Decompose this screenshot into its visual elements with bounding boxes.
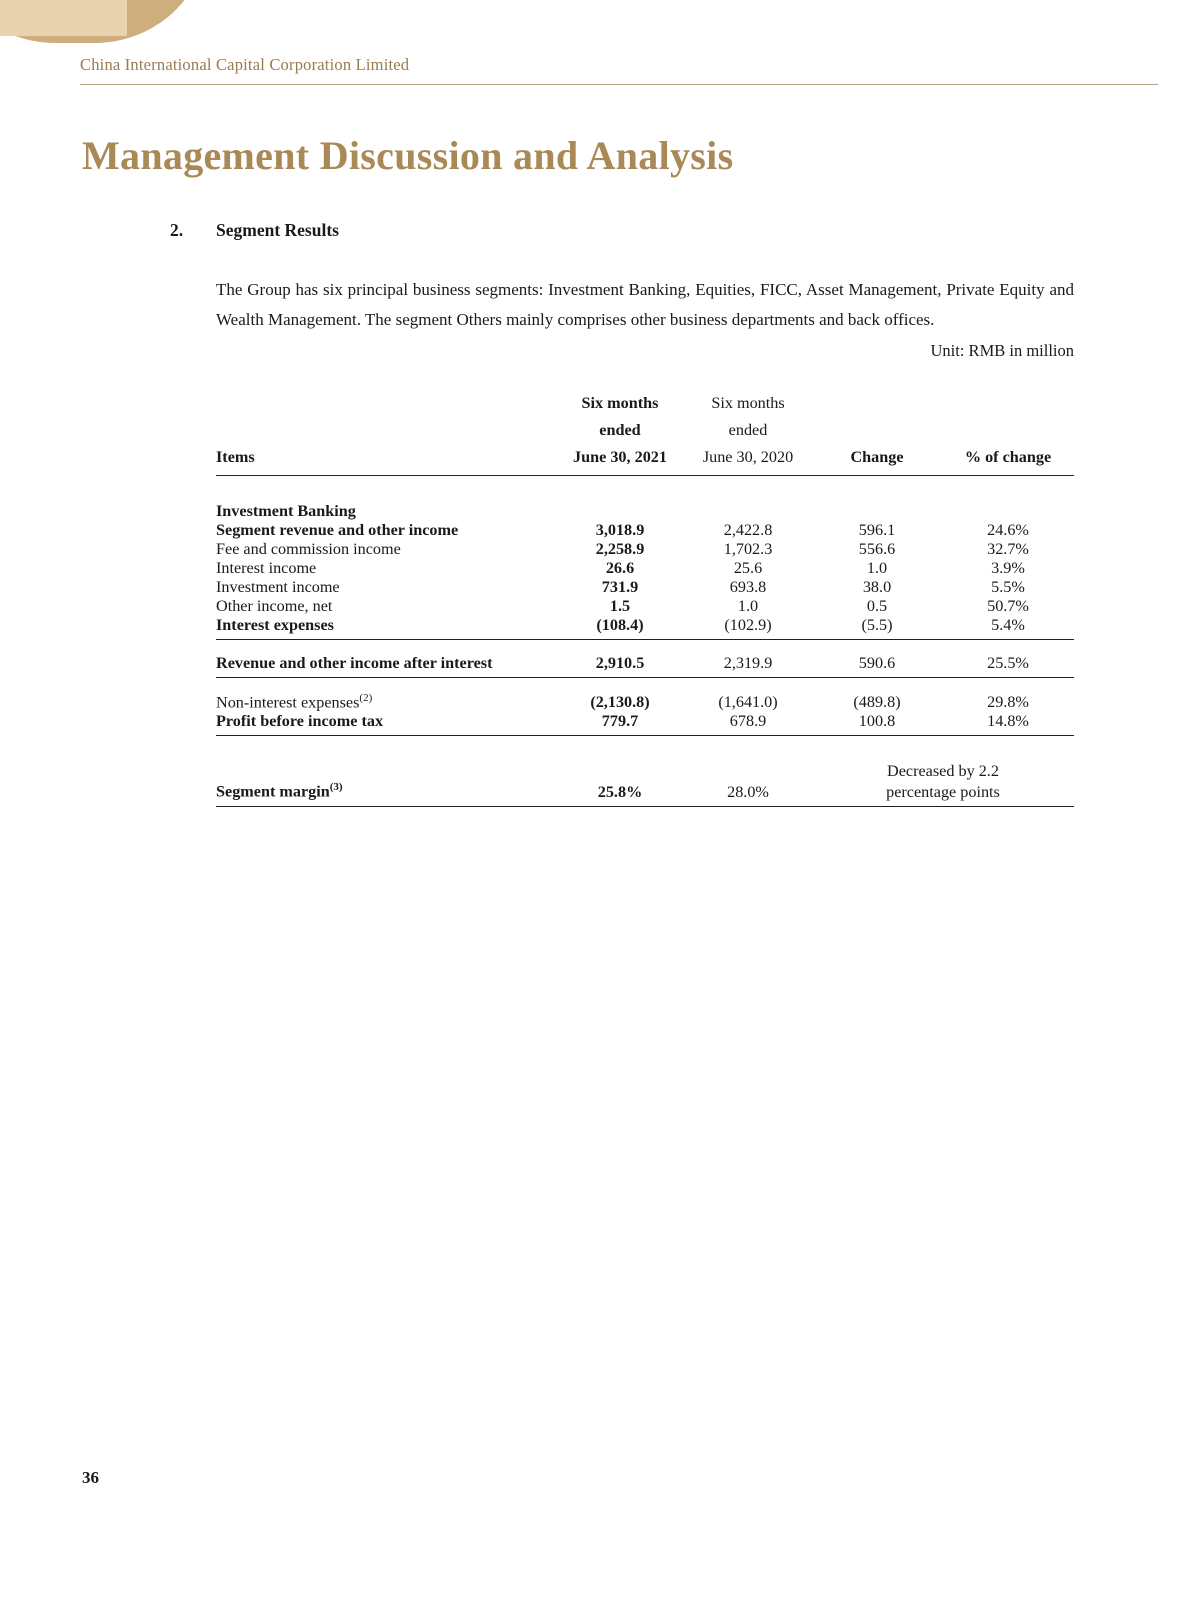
page-number: 36	[82, 1468, 99, 1487]
section-intro-paragraph: The Group has six principal business segments: Investment Banking, Equities, FICC, Asset Management, Private Equity and Wealth Management. The segment Others mainly comprises other business departments and back offices.	[216, 280, 1074, 329]
row-pct: 5.5%	[991, 578, 1025, 596]
row-value-2020: 2,422.8	[723, 521, 773, 539]
row-change: 556.6	[858, 540, 896, 558]
row-label: Interest expenses	[216, 616, 334, 634]
segment-margin-change-line1: Decreased by 2.2	[887, 762, 999, 781]
row-value-2021: 26.6	[605, 559, 635, 577]
table-row	[216, 654, 1074, 673]
table-spacer	[216, 736, 1074, 763]
row-value-2021: 731.9	[601, 578, 639, 596]
row-pct: 32.7%	[987, 540, 1029, 558]
row-value-2021: 25.8%	[597, 782, 643, 801]
row-pct: 25.5%	[987, 654, 1029, 672]
row-pct: 50.7%	[987, 597, 1029, 615]
row-value-2021: 779.7	[601, 712, 639, 731]
header-col1-line1: Six months	[581, 394, 659, 412]
row-value-2020: 678.9	[729, 712, 767, 731]
running-head: China International Capital Corporation Limited	[80, 55, 410, 74]
row-change: 38.0	[862, 578, 892, 596]
table-spacer	[216, 678, 1074, 693]
section-number: 2.	[170, 220, 184, 240]
row-label-text: Non-interest expenses	[216, 693, 360, 712]
row-value-2020: 25.6	[733, 559, 763, 577]
group-title-investment-banking: Investment Banking	[216, 502, 356, 520]
row-change: 596.1	[858, 521, 896, 539]
decorative-corner-shape	[0, 0, 210, 43]
segment-results-table	[216, 390, 1074, 807]
row-change: 590.6	[858, 654, 896, 672]
row-pct: 14.8%	[987, 712, 1029, 731]
row-value-2021: (2,130.8)	[590, 693, 650, 712]
row-label	[216, 692, 556, 712]
row-pct: 29.8%	[987, 693, 1029, 712]
row-pct: 5.4%	[991, 616, 1025, 634]
row-label-text: Segment margin	[216, 782, 330, 801]
header-change-spacer-2	[812, 417, 942, 444]
row-change: (489.8)	[853, 693, 901, 712]
table-row	[216, 540, 1074, 559]
row-value-2021: 3,018.9	[595, 521, 645, 539]
header-col2-line2: ended	[728, 421, 768, 439]
row-change: 0.5	[866, 597, 888, 615]
table-header-row-1	[216, 390, 1074, 417]
table-row	[216, 578, 1074, 597]
table-bottom-rule	[216, 802, 1074, 807]
table-spacer	[216, 476, 1074, 503]
header-pct-spacer-2	[942, 417, 1074, 444]
row-value-2020: (1,641.0)	[718, 693, 778, 712]
header-divider	[80, 84, 1158, 85]
page-title: Management Discussion and Analysis	[82, 132, 734, 178]
table-row	[216, 559, 1074, 578]
row-change: (5.5)	[861, 616, 893, 634]
row-label: Interest income	[216, 559, 317, 577]
row-value-2021: 2,910.5	[595, 654, 645, 672]
row-value-2020: 693.8	[729, 578, 767, 596]
row-label: Profit before income tax	[216, 712, 384, 731]
segment-margin-change-line2: percentage points	[886, 782, 1000, 801]
header-pct-change: % of change	[964, 448, 1052, 466]
table-row-change-note	[216, 762, 1074, 781]
table-row	[216, 521, 1074, 540]
row-pct: 3.9%	[991, 559, 1025, 577]
row-label: Fee and commission income	[216, 540, 401, 558]
footnote-marker-2: (2)	[359, 692, 373, 704]
row-value-2020: (102.9)	[724, 616, 772, 634]
header-col2-line1: Six months	[711, 394, 785, 412]
table-group-title-row	[216, 502, 1074, 521]
header-change-spacer	[812, 390, 942, 417]
row-label: Revenue and other income after interest	[216, 654, 493, 672]
segment-results-table-wrapper	[216, 390, 1074, 807]
row-value-2021: 1.5	[609, 597, 631, 615]
header-col1-line3: June 30, 2021	[573, 448, 667, 466]
header-col1-line2: ended	[599, 421, 641, 439]
table-row	[216, 692, 1074, 712]
table-row	[216, 712, 1074, 731]
row-value-2021: 2,258.9	[595, 540, 645, 558]
table-row	[216, 597, 1074, 616]
row-label: Other income, net	[216, 597, 333, 615]
table-row	[216, 616, 1074, 635]
row-value-2020: 28.0%	[727, 782, 769, 801]
footnote-marker-3: (3)	[329, 781, 343, 794]
table-spacer	[216, 640, 1074, 655]
row-value-2021: (108.4)	[596, 616, 644, 634]
row-pct: 24.6%	[987, 521, 1029, 539]
row-label: Segment revenue and other income	[216, 521, 459, 539]
row-label: Investment income	[216, 578, 340, 596]
header-pct-spacer	[942, 390, 1074, 417]
row-label	[216, 781, 556, 801]
row-value-2020: 1.0	[737, 597, 759, 615]
unit-note: Unit: RMB in million	[930, 341, 1074, 360]
header-change: Change	[850, 448, 904, 466]
table-row	[216, 781, 1074, 801]
row-value-2020: 2,319.9	[723, 654, 773, 672]
row-value-2020: 1,702.3	[723, 540, 773, 558]
header-items: Items	[216, 448, 255, 466]
row-change: 100.8	[858, 712, 896, 731]
row-change: 1.0	[866, 559, 888, 577]
header-col2-line3: June 30, 2020	[702, 448, 794, 466]
section-title: Segment Results	[216, 220, 339, 240]
